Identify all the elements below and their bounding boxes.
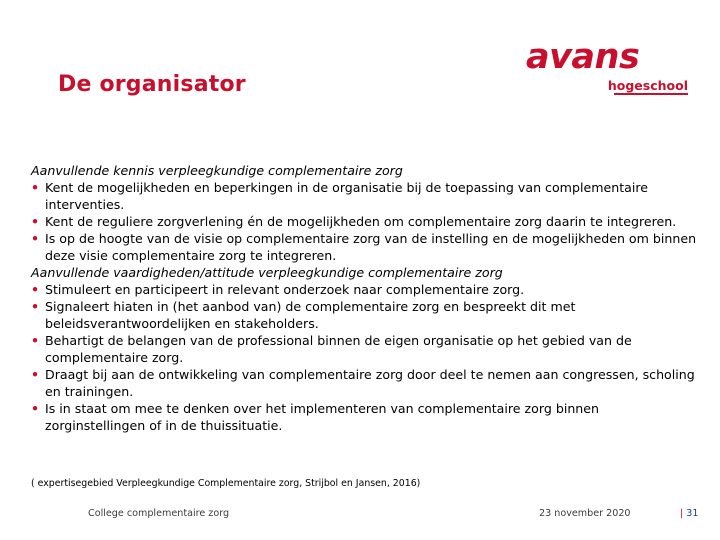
list-item-text: Is op de hoogte van de visie op complementaire zorg van de instelling en de mogelijkheden om binnen deze visie complementaire zorg te integreren.: [45, 231, 697, 263]
list-item-text: Kent de mogelijkheden en beperkingen in de organisatie bij de toepassing van complementaire interventies.: [45, 180, 648, 212]
footer-page-number: [680, 508, 699, 519]
bullet-icon: •: [31, 401, 40, 416]
list-item: [31, 332, 703, 366]
page-separator: |: [680, 508, 684, 519]
source-citation: ( expertisegebied Verpleegkundige Complementaire zorg, Strijbol en Jansen, 2016): [31, 478, 421, 489]
skills-list: [31, 281, 703, 434]
list-item-text: Stimuleert en participeert in relevant onderzoek naar complementaire zorg.: [45, 282, 525, 297]
list-item: [31, 400, 703, 434]
bullet-icon: •: [31, 367, 40, 382]
slide-title: De organisator: [58, 72, 246, 97]
footer-course: College complementaire zorg: [88, 508, 230, 519]
list-item-text: Kent de reguliere zorgverlening én de mogelijkheden om complementaire zorg daarin te integreren.: [45, 214, 677, 229]
list-item: [31, 179, 703, 213]
list-item-text: Is in staat om mee te denken over het implementeren van complementaire zorg binnen zorginstellingen of in de thuissituatie.: [45, 401, 600, 433]
logo-underline: [614, 93, 688, 95]
bullet-icon: •: [31, 214, 40, 229]
bullet-icon: •: [31, 333, 40, 348]
avans-logo: [526, 37, 690, 100]
list-item: [31, 366, 703, 400]
list-item: [31, 298, 703, 332]
page-number: 31: [686, 508, 699, 519]
list-item-text: Draagt bij aan de ontwikkeling van complementaire zorg door deel te nemen aan congressen, scholing en trainingen.: [45, 367, 695, 399]
list-item: [31, 230, 703, 264]
logo-wordmark: avans: [526, 37, 640, 77]
list-item-text: Signaleert hiaten in (het aanbod van) de complementaire zorg en bespreekt dit met beleidsverantwoordelijken en stakeholders.: [45, 299, 576, 331]
slide-body: [31, 162, 703, 434]
bullet-icon: •: [31, 180, 40, 195]
section-heading-knowledge: Aanvullende kennis verpleegkundige complementaire zorg: [31, 163, 403, 178]
footer-date: 23 november 2020: [539, 508, 631, 519]
list-item-text: Behartigt de belangen van de professional binnen de eigen organisatie op het gebied van de complementaire zorg.: [45, 333, 632, 365]
list-item: [31, 213, 703, 230]
section-heading-skills: Aanvullende vaardigheden/attitude verpleegkundige complementaire zorg: [31, 265, 503, 280]
bullet-icon: •: [31, 282, 40, 297]
bullet-icon: •: [31, 231, 40, 246]
list-item: [31, 281, 703, 298]
knowledge-list: [31, 179, 703, 264]
bullet-icon: •: [31, 299, 40, 314]
logo-subtitle: hogeschool: [607, 78, 688, 93]
